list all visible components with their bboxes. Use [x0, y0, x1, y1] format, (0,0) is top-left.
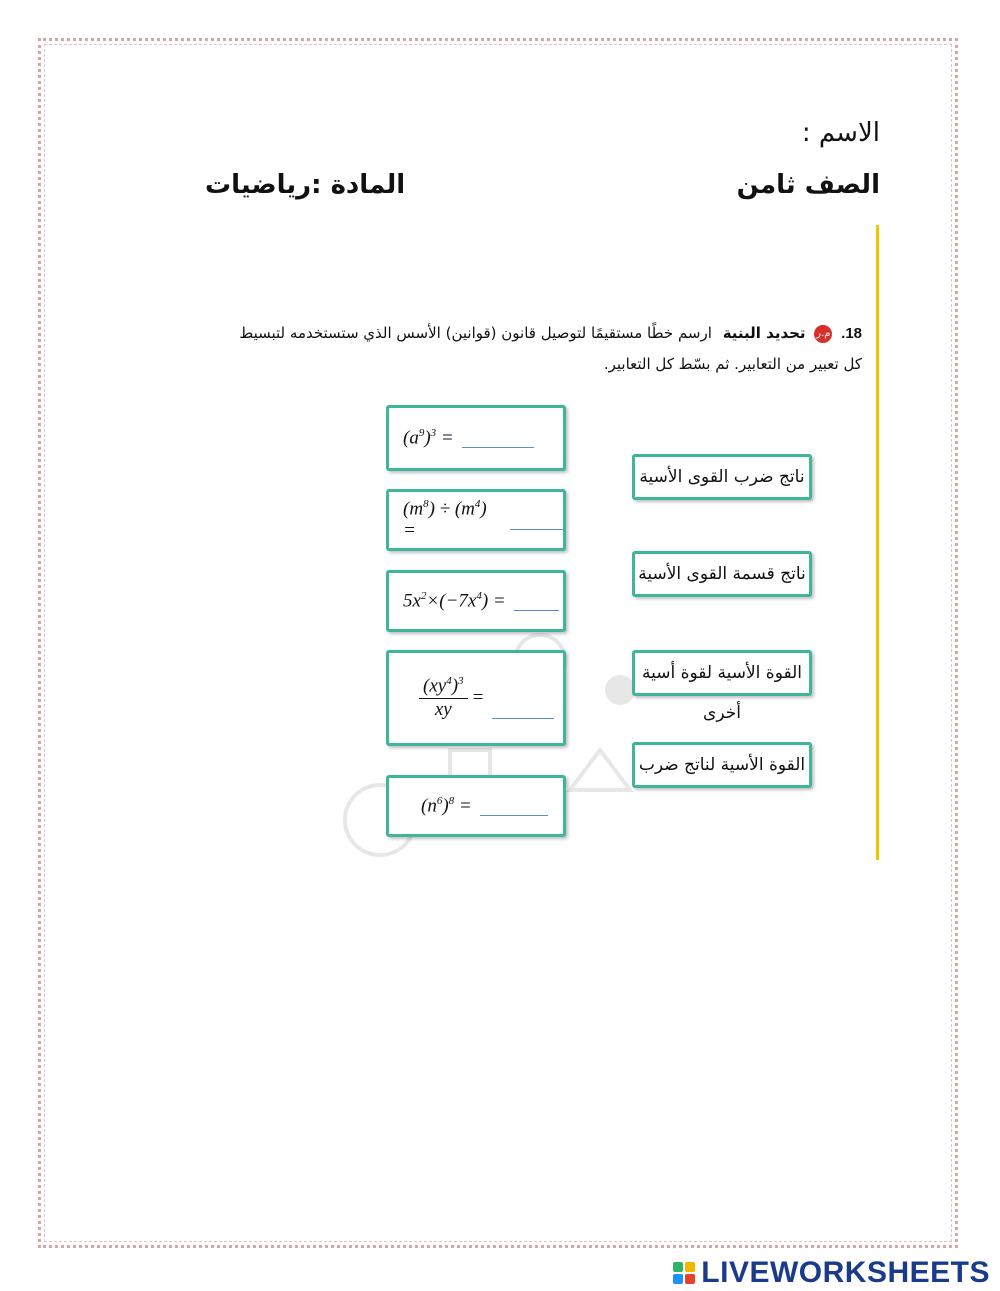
expression-4: $\frac{(xy^4)^3}{xy}$ — [419, 675, 468, 720]
question-body: ارسم خطًا مستقيمًا لتوصيل قانون (قوانين) الأسس الذي ستستخدمه لتبسيط كل تعبير من التعابير. ثم بسّط كل التعابير. — [239, 324, 862, 373]
expression-box-2[interactable] — [386, 489, 566, 551]
equals-sign: = — [471, 687, 485, 708]
question-title: تحديد البنية — [722, 324, 806, 342]
rule-box-4[interactable]: القوة الأسية لناتج ضرب — [632, 742, 812, 788]
expression-box-4[interactable] — [386, 650, 566, 746]
logo-mark-icon — [673, 1262, 695, 1284]
question-text — [232, 318, 862, 379]
rule-box-3[interactable]: القوة الأسية لقوة أسية أخرى — [632, 650, 812, 696]
answer-blank-3[interactable] — [514, 592, 559, 611]
question-number: 18. — [841, 325, 862, 342]
expression-3: $5x^2\times(-7x^4)$ = — [403, 589, 506, 612]
liveworksheets-logo — [673, 1256, 990, 1290]
rule-box-1[interactable]: ناتج ضرب القوى الأسية — [632, 454, 812, 500]
expression-box-1[interactable] — [386, 405, 566, 471]
expression-2: $(m^8) \div (m^4)$ = — [403, 497, 487, 542]
grade-label: الصف ثامن — [736, 170, 880, 200]
logo-text: LIVEWORKSHEETS — [701, 1256, 990, 1289]
expression-5: $(n^6)^8$ = — [421, 794, 472, 817]
rule-box-2[interactable]: ناتج قسمة القوى الأسية — [632, 551, 812, 597]
answer-blank-5[interactable] — [480, 797, 548, 816]
answer-blank-4[interactable] — [492, 700, 554, 719]
expression-box-3[interactable] — [386, 570, 566, 632]
subject-label: المادة :رياضيات — [205, 170, 406, 200]
answer-blank-1[interactable] — [462, 429, 534, 448]
answer-blank-2[interactable] — [510, 511, 563, 530]
expression-1: $(a^9)^3$ = — [403, 426, 454, 449]
question-badge-icon: م.ر — [814, 325, 832, 343]
margin-line — [876, 225, 879, 860]
expression-box-5[interactable] — [386, 775, 566, 837]
name-label: الاسم : — [801, 118, 880, 148]
